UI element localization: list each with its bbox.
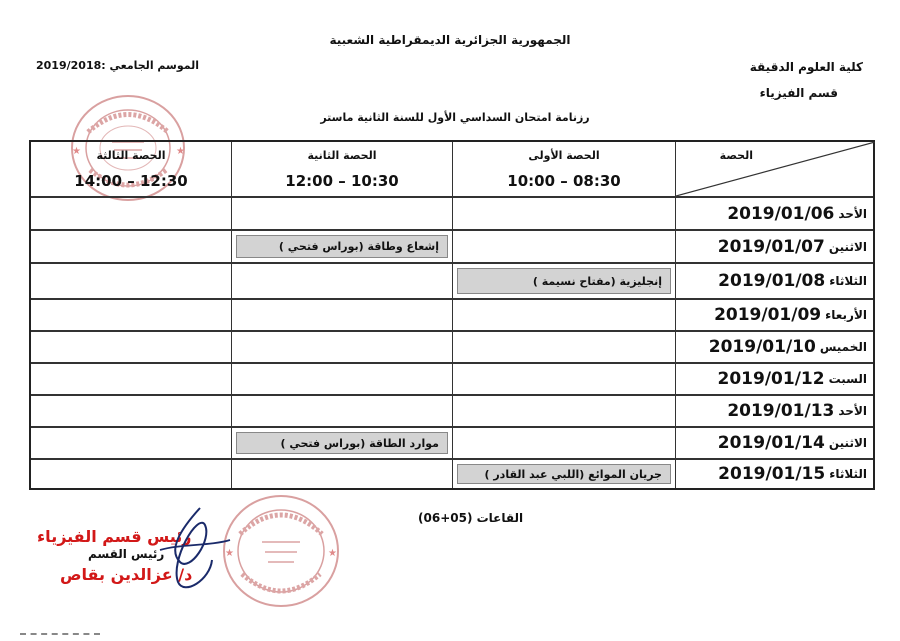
exam-name: إنجليزية (مفتاح نسيمة ) bbox=[532, 274, 662, 288]
exam-name: موارد الطاقة (بوراس فتحي ) bbox=[280, 436, 439, 450]
table-row bbox=[31, 364, 873, 394]
season-value: 2019/2018 bbox=[36, 59, 102, 72]
exam-slot bbox=[236, 235, 448, 258]
svg-text:★: ★ bbox=[176, 146, 185, 157]
table-row bbox=[31, 460, 873, 488]
department-name: قسم الفيزياء bbox=[759, 86, 838, 100]
table-row bbox=[31, 428, 873, 458]
day-date: 2019/01/15 bbox=[718, 464, 826, 484]
department-head-name: د/ عزالدين بقاص bbox=[60, 565, 193, 584]
schedule-title: رزنامة امتحان السداسي الأول للسنة الثانية ماستر bbox=[320, 111, 590, 124]
table-row bbox=[31, 300, 873, 330]
academic-season bbox=[36, 59, 199, 72]
department-head-label: رئيس القسم bbox=[88, 547, 165, 561]
exam-name: إشعاع وطاقة (بوراس فتحي ) bbox=[278, 240, 439, 253]
session-2-time: 12:00 – 10:30 bbox=[285, 172, 399, 190]
table-row bbox=[31, 332, 873, 362]
exam-schedule-table bbox=[29, 140, 875, 490]
day-date: 2019/01/08 bbox=[718, 271, 826, 291]
svg-text:★: ★ bbox=[225, 548, 234, 559]
day-date: 2019/01/07 bbox=[717, 236, 825, 257]
session-2-label: الحصة الثانية bbox=[307, 149, 377, 162]
day-name: الأحد bbox=[838, 206, 867, 221]
handwritten-signature bbox=[150, 500, 240, 600]
season-label: الموسم الجامعي : bbox=[101, 59, 200, 72]
header-row bbox=[31, 142, 873, 196]
faculty-name: كلية العلوم الدقيقة bbox=[749, 60, 863, 74]
session-1-time: 10:00 – 08:30 bbox=[507, 172, 621, 190]
day-name: الأحد bbox=[838, 404, 867, 418]
corner-diagonal bbox=[676, 142, 875, 196]
day-name: الاثنين bbox=[828, 436, 867, 450]
day-date: 2019/01/06 bbox=[727, 203, 835, 224]
day-name: السبت bbox=[828, 372, 867, 386]
svg-text:★: ★ bbox=[328, 548, 337, 559]
department-head-stamp-text: رئيس قسم الفيزياء bbox=[37, 527, 192, 546]
exam-rooms: القاعات (05+06) bbox=[418, 511, 524, 525]
exam-slot bbox=[457, 464, 671, 484]
header-session-3 bbox=[31, 142, 232, 196]
header-session-1 bbox=[453, 142, 676, 196]
day-name: الاثنين bbox=[828, 239, 867, 254]
day-name: الثلاثاء bbox=[829, 467, 867, 481]
session-1-label: الحصة الأولى bbox=[528, 149, 600, 162]
table-row bbox=[31, 231, 873, 262]
header-session-2 bbox=[232, 142, 453, 196]
day-name: الأربعاء bbox=[825, 308, 867, 322]
day-date: 2019/01/13 bbox=[727, 401, 835, 421]
table-row bbox=[31, 198, 873, 229]
table-row bbox=[31, 264, 873, 298]
day-date: 2019/01/14 bbox=[717, 433, 825, 453]
exam-name: جريان الموائع (اللبي عبد القادر ) bbox=[484, 467, 662, 481]
page-edge-mark bbox=[20, 633, 100, 635]
day-date: 2019/01/10 bbox=[708, 337, 816, 357]
header-corner bbox=[676, 142, 873, 196]
svg-text:★: ★ bbox=[72, 146, 81, 157]
day-name: الخميس bbox=[819, 340, 867, 354]
session-3-label: الحصة الثالثة bbox=[96, 149, 166, 162]
session-3-time: 14:00 – 12:30 bbox=[74, 172, 188, 190]
table-row bbox=[31, 396, 873, 426]
corner-label: الحصة bbox=[719, 149, 753, 162]
exam-slot bbox=[236, 432, 448, 454]
day-date: 2019/01/12 bbox=[717, 369, 825, 389]
day-date: 2019/01/09 bbox=[714, 305, 822, 325]
day-name: الثلاثاء bbox=[829, 274, 867, 288]
republic-heading: الجمهورية الجزائرية الديمقراطية الشعبية bbox=[329, 33, 571, 47]
exam-slot bbox=[457, 268, 671, 294]
